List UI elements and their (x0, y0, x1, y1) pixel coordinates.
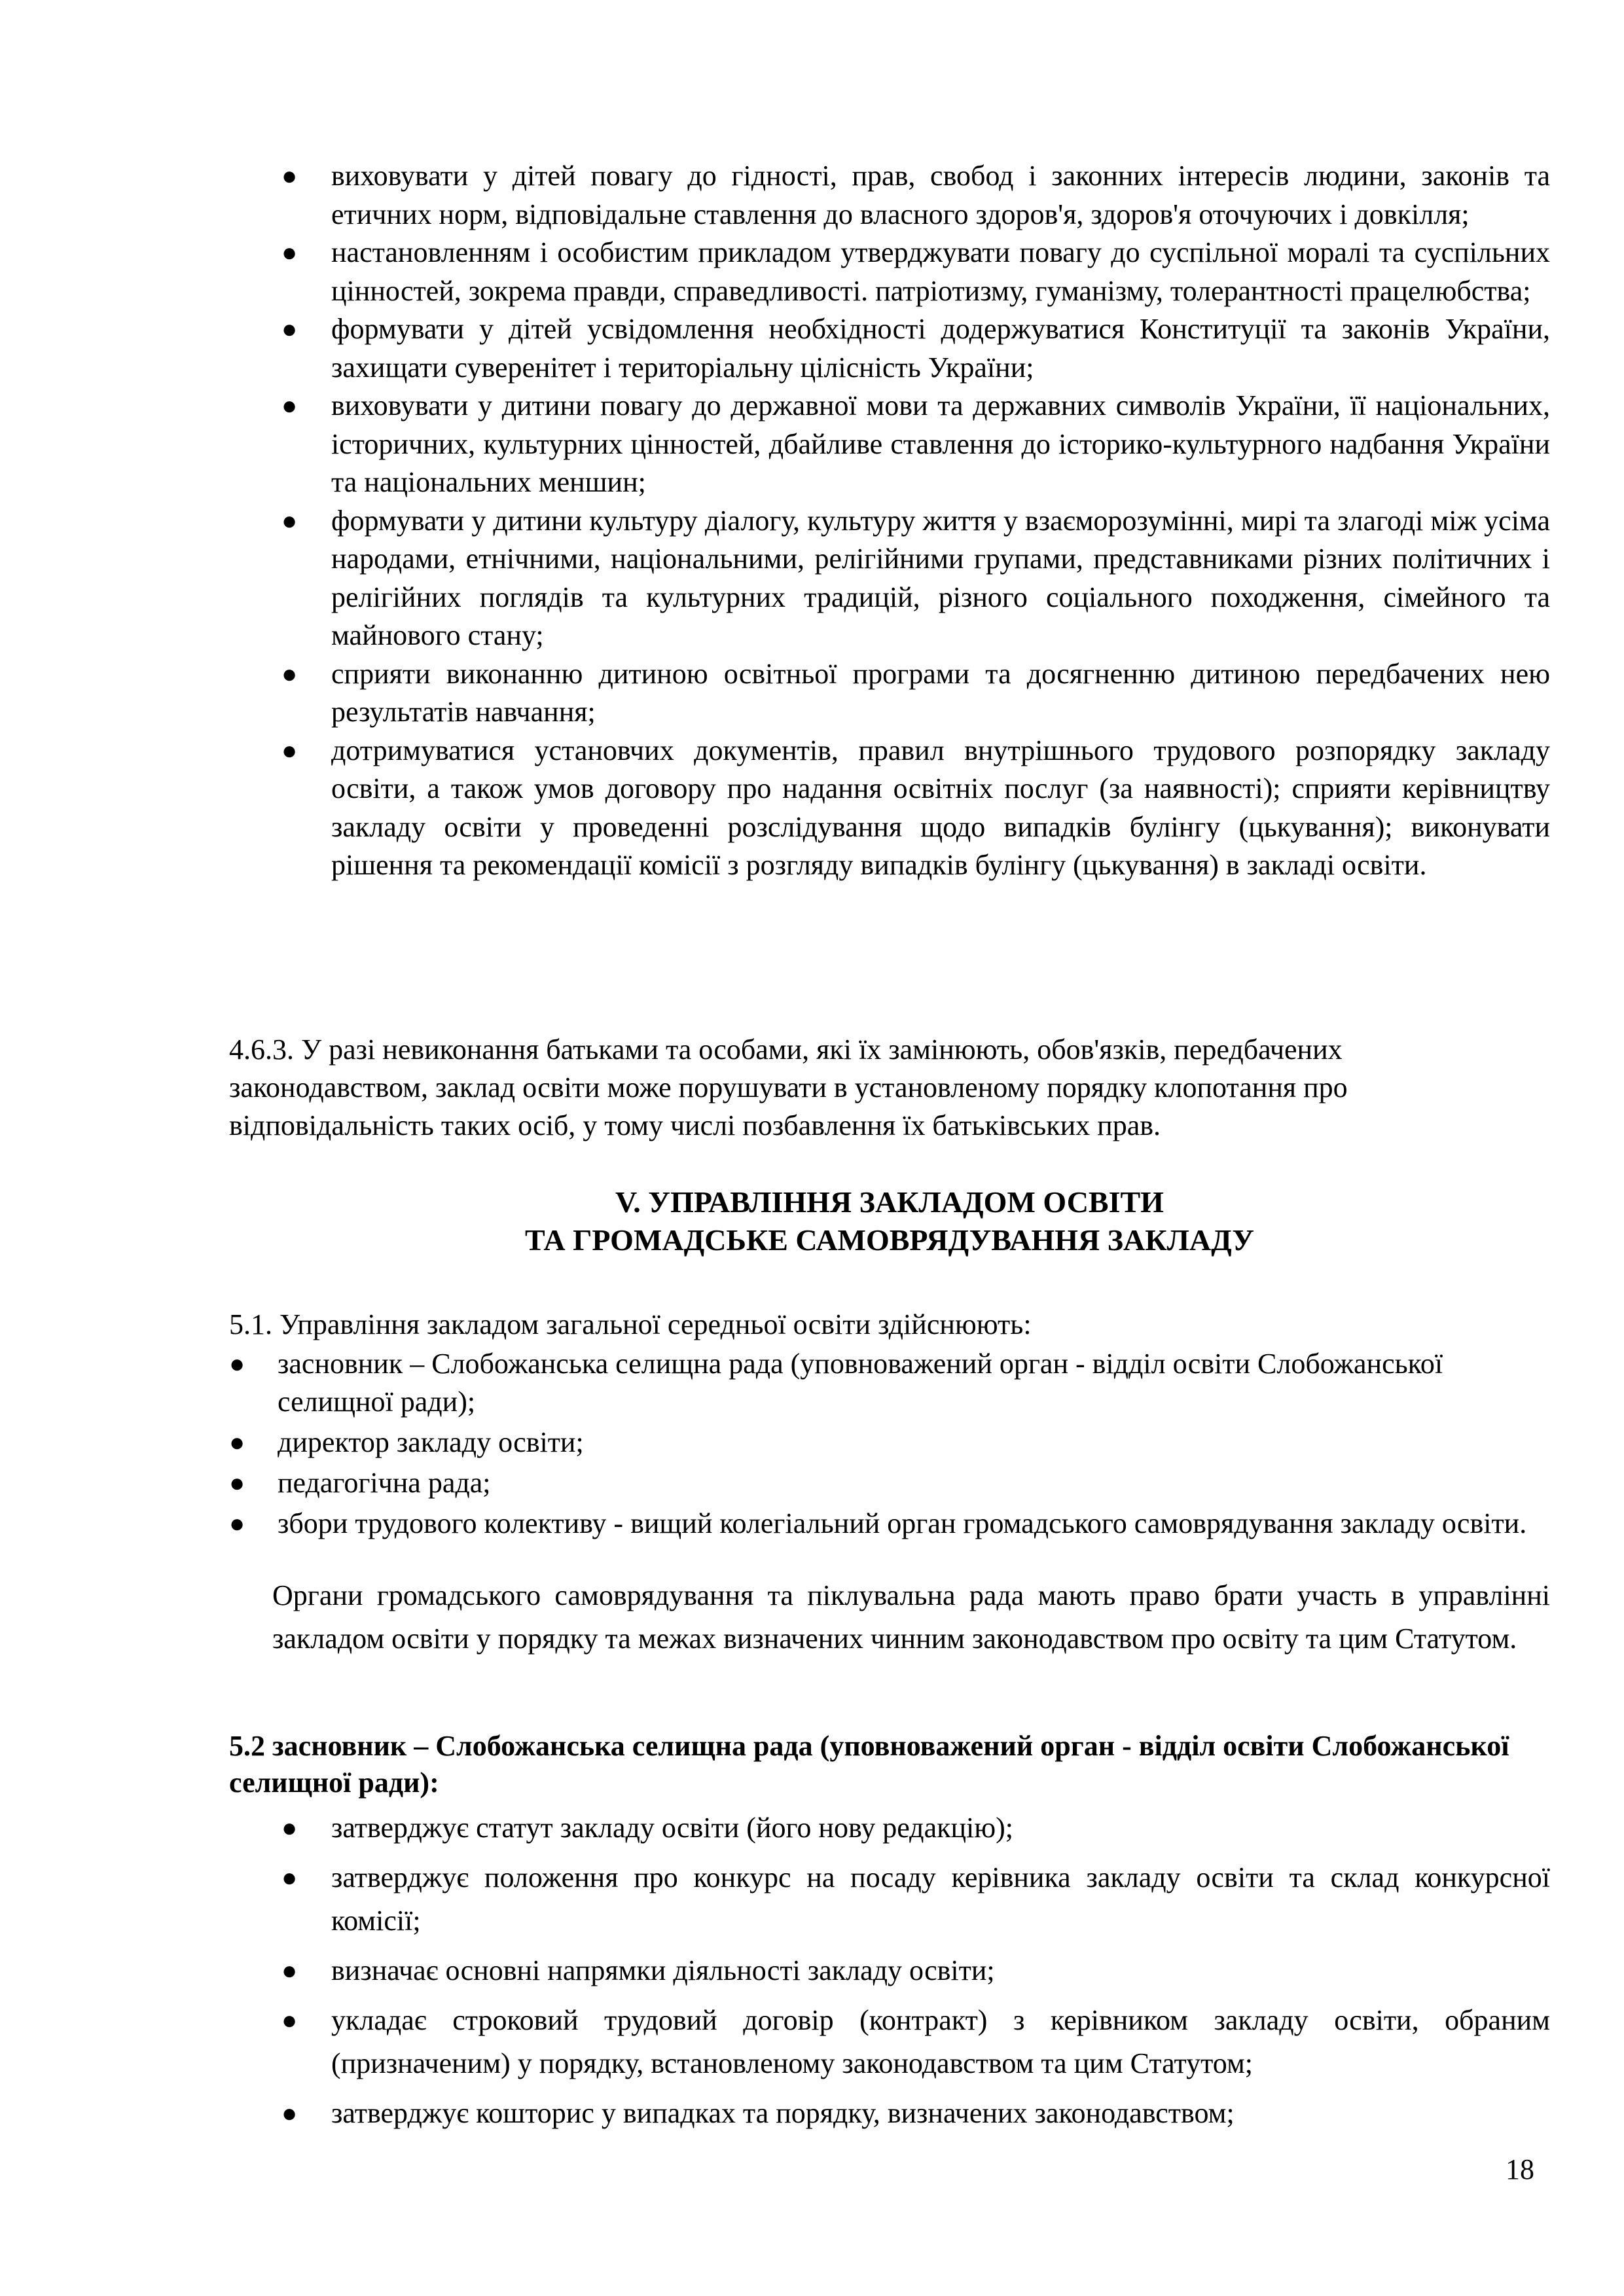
list-item: ● затверджує кошторис у випадках та порядку, визначених законодавством; (281, 2092, 1550, 2135)
list-item: ● засновник – Слобожанська селищна рада (уповноважений орган - відділ освіти Слобожанської селищної ради); (229, 1345, 1550, 1421)
list-item: ● формувати у дітей усвідомлення необхідності додержуватися Конституції та законів України, захищати суверенітет і територіальну цілісність України; (281, 310, 1550, 387)
paragraph-line: законодавством, заклад освіти може порушувати в установленому порядку клопотання про (229, 1071, 1348, 1103)
paragraph-line: відповідальність таких осіб, у тому числі позбавлення їх батьківських прав. (229, 1109, 1161, 1141)
self-government-paragraph: Органи громадського самоврядування та піклувальна рада мають право брати участь в управлінні закладом освіти у порядку та межах визначених чинним законодавством про освіту та цим Статутом. (272, 1579, 1550, 1655)
bullet-icon: ● (229, 1349, 245, 1378)
page-number: 18 (1506, 2153, 1534, 2185)
section-title (229, 1183, 1550, 1259)
bullet-icon: ● (229, 1509, 245, 1538)
bullet-icon: ● (281, 238, 298, 267)
list-item: ● педагогічна рада; (229, 1464, 1550, 1502)
paragraph-5-1-intro: 5.1. Управління закладом загальної середньої освіти здійснюють: (229, 1308, 1032, 1340)
paragraph-4-6-3 (229, 1031, 1550, 1145)
founder-powers-list (281, 1806, 1550, 2142)
list-item: ● визначає основні напрямки діяльності закладу освіти; (281, 1949, 1550, 1992)
management-bodies-list (229, 1345, 1550, 1545)
section-title-line-1: V. УПРАВЛІННЯ ЗАКЛАДОМ ОСВІТИ (615, 1185, 1164, 1219)
paragraph-line: 4.6.3. У разі невиконання батьками та особами, які їх замінюють, обов'язків, передбачених (229, 1033, 1343, 1066)
list-item: ● дотримуватися установчих документів, правил внутрішнього трудового розпорядку закладу освіти, а також умов договору про надання освітніх послуг (за наявності); сприяти керівництву закладу освіти у проведенні розслідування щодо випадків булінгу (цькування); виконувати рішення та рекомендації комісії з розгляду випадків булінгу (цькування) в закладі освіти. (281, 732, 1550, 885)
list-item: ● сприяти виконанню дитиною освітньої програми та досягненню дитиною передбачених нею результатів навчання; (281, 655, 1550, 732)
section-title-line-2: ТА ГРОМАДСЬКЕ САМОВРЯДУВАННЯ ЗАКЛАДУ (524, 1223, 1255, 1257)
list-item: ● затверджує статут закладу освіти (його нову редакцію); (281, 1806, 1550, 1850)
list-item: ● формувати у дитини культуру діалогу, культуру життя у взаєморозумінні, мирі та злагоді між усіма народами, етнічними, національними, релігійними групами, представниками різних політичних і релігійних поглядів та культурних традицій, різного соціального походження, сімейного та майнового стану; (281, 502, 1550, 655)
bullet-icon: ● (281, 505, 298, 535)
list-item: ● виховувати у дитини повагу до державної мови та державних символів України, її національних, історичних, культурних цінностей, дбайливе ставлення до історико-культурного надбання України та національних меншин; (281, 387, 1550, 502)
bullet-icon: ● (281, 735, 298, 765)
list-item: ● збори трудового колективу - вищий колегіальний орган громадського самоврядування закладу освіти. (229, 1505, 1550, 1543)
list-item: ● директор закладу освіти; (229, 1424, 1550, 1462)
parent-duties-list (281, 157, 1550, 885)
bullet-icon: ● (281, 391, 298, 420)
list-item: ● настановленням і особистим прикладом утверджувати повагу до суспільної моралі та суспільних цінностей, зокрема правди, справедливості. патріотизму, гуманізму, толерантності працелюбства; (281, 234, 1550, 310)
bullet-icon: ● (281, 658, 298, 689)
bullet-icon: ● (229, 1427, 245, 1457)
list-item: ● укладає строковий трудовий договір (контракт) з керівником закладу освіти, обраним (призначеним) у порядку, встановленому законодавством та цим Статутом; (281, 1999, 1550, 2085)
bullet-icon: ● (281, 1956, 298, 1985)
bullet-icon: ● (281, 161, 298, 190)
bullet-icon: ● (229, 1468, 245, 1498)
list-item: ● виховувати у дітей повагу до гідності, прав, свобод і законних інтересів людини, законів та етичних норм, відповідальне ставлення до власного здоров'я, здоров'я оточуючих і довкілля; (281, 157, 1550, 234)
bullet-icon: ● (281, 2005, 298, 2035)
bullet-icon: ● (281, 314, 298, 344)
bullet-icon: ● (281, 2098, 298, 2128)
bullet-icon: ● (281, 1863, 298, 1892)
bullet-icon: ● (281, 1813, 298, 1842)
list-item: ● затверджує положення про конкурс на посаду керівника закладу освіти та склад конкурсної комісії; (281, 1856, 1550, 1943)
paragraph-5-2-heading: 5.2 засновник – Слобожанська селищна рада (уповноважений орган - відділ освіти Слобожанської селищної ради): (229, 1730, 1509, 1799)
